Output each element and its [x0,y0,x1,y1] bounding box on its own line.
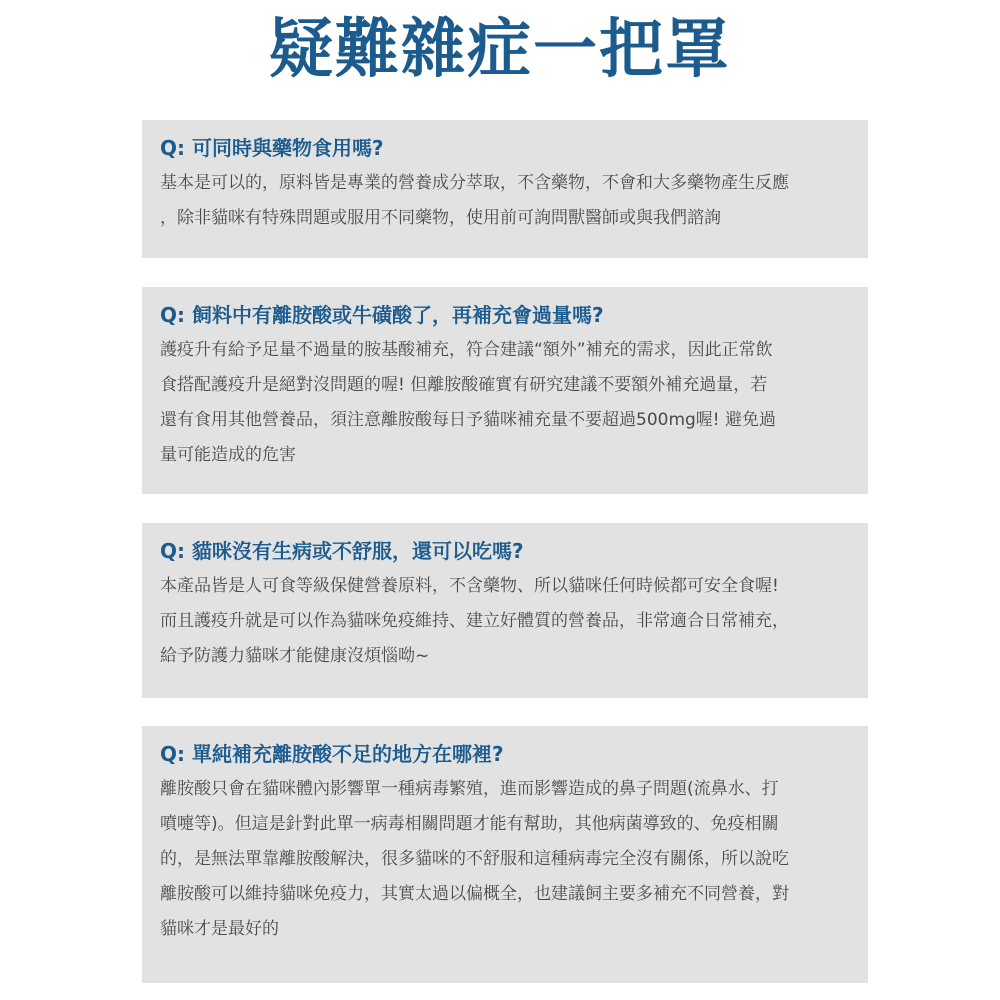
faq-question: Q: 單純補充離胺酸不足的地方在哪裡? [160,742,504,766]
faq-answer-line: 的，是無法單靠離胺酸解決，很多貓咪的不舒服和這種病毒完全沒有關係，所以說吃 [160,849,789,869]
faq-answer-line: 給予防護力貓咪才能健康沒煩惱呦~ [160,646,430,666]
faq-answer-line: 離胺酸可以維持貓咪免疫力，其實太過以偏概全，也建議飼主要多補充不同營養，對 [160,884,789,904]
faq-answer-line: 還有食用其他營養品，須注意離胺酸每日予貓咪補充量不要超過500mg喔! 避免過 [160,410,777,430]
faq-question: Q: 可同時與藥物食用嗎? [160,136,384,160]
faq-answer-line: 量可能造成的危害 [160,445,296,465]
faq-card-1 [142,120,868,258]
faq-answer-line: 基本是可以的，原料皆是專業的營養成分萃取，不含藥物，不會和大多藥物產生反應 [160,173,789,193]
faq-answer-line: 噴嚏等)。但這是針對此單一病毒相關問題才能有幫助，其他病菌導致的、免疫相關 [160,814,779,834]
faq-question: Q: 貓咪沒有生病或不舒服，還可以吃嗎? [160,539,524,563]
faq-card-4 [142,726,868,983]
faq-card-3 [142,523,868,698]
faq-answer-line: 離胺酸只會在貓咪體內影響單一種病毒繁殖，進而影響造成的鼻子問題(流鼻水、打 [160,779,779,799]
faq-answer-line: 護疫升有給予足量不過量的胺基酸補充，符合建議“額外”補充的需求，因此正常飲 [160,340,773,360]
faq-answer-line: 貓咪才是最好的 [160,919,279,939]
faq-answer-line: ，除非貓咪有特殊問題或服用不同藥物，使用前可詢問獸醫師或與我們諮詢 [160,208,721,228]
faq-answer-line: 而且護疫升就是可以作為貓咪免疫維持、建立好體質的營養品，非常適合日常補充， [160,611,789,631]
faq-card-2 [142,287,868,494]
faq-question: Q: 飼料中有離胺酸或牛磺酸了，再補充會過量嗎? [160,303,604,327]
page-title: 疑難雜症一把罩 [269,13,731,87]
faq-answer-line: 本產品皆是人可食等級保健營養原料，不含藥物、所以貓咪任何時候都可安全食喔! [160,576,779,596]
faq-answer-line: 食搭配護疫升是絕對沒問題的喔! 但離胺酸確實有研究建議不要額外補充過量，若 [160,375,768,395]
